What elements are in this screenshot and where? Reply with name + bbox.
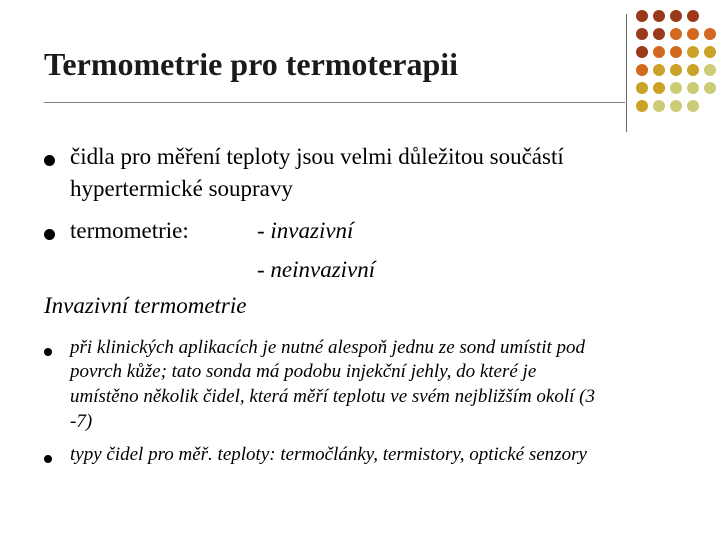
dot: [687, 64, 699, 76]
dot: [704, 64, 716, 76]
sub-bullet-1-line-1: při klinických aplikacích je nutné alespoň jednu ze sond umístit pod: [70, 337, 586, 358]
dot: [687, 46, 699, 58]
dot: [636, 82, 648, 94]
dot: [636, 10, 648, 22]
dot: [653, 28, 665, 40]
subheading: Invazivní termometrie: [44, 293, 247, 318]
dot: [687, 100, 699, 112]
dot: [670, 82, 682, 94]
dot: [670, 10, 682, 22]
dot: [670, 28, 682, 40]
dot: [687, 10, 699, 22]
dot: [653, 64, 665, 76]
dot: [636, 46, 648, 58]
bullet-2-label: termometrie:: [70, 218, 189, 243]
dot: [704, 82, 716, 94]
dot: [636, 100, 648, 112]
bullet-2-item-2: - neinvazivní: [257, 257, 376, 282]
dot: [704, 46, 716, 58]
sub-bullet-1-line-3: umístěno několik čidel, která měří teplotu ve svém nejbližším okolí (3: [70, 386, 595, 407]
dot: [653, 46, 665, 58]
slide-title: Termometrie pro termoterapii: [44, 46, 459, 82]
sub-bullet-1-line-4: -7): [70, 411, 93, 432]
bullet-icon: [44, 348, 52, 356]
bullet-2-item-1: - invazivní: [257, 218, 354, 243]
dot: [670, 46, 682, 58]
dot: [653, 82, 665, 94]
bullet-icon: [44, 229, 55, 240]
sub-bullet-2-line-1: typy čidel pro měř. teploty: termočlánky, termistory, optické senzory: [70, 444, 587, 465]
bullet-1-line-2: hypertermické soupravy: [70, 176, 293, 201]
dot: [670, 100, 682, 112]
dot: [636, 28, 648, 40]
bullet-icon: [44, 155, 55, 166]
dot: [704, 28, 716, 40]
bullet-1-line-1: čidla pro měření teploty jsou velmi důležitou součástí: [70, 144, 564, 169]
dot: [687, 82, 699, 94]
dot: [636, 64, 648, 76]
dot: [670, 64, 682, 76]
bullet-icon: [44, 455, 52, 463]
sub-bullet-1-line-2: povrch kůže; tato sonda má podobu injekční jehly, do které je: [70, 361, 537, 382]
vertical-divider: [626, 14, 627, 132]
dot: [653, 100, 665, 112]
dot: [687, 28, 699, 40]
title-underline: [44, 102, 625, 103]
dot: [653, 10, 665, 22]
